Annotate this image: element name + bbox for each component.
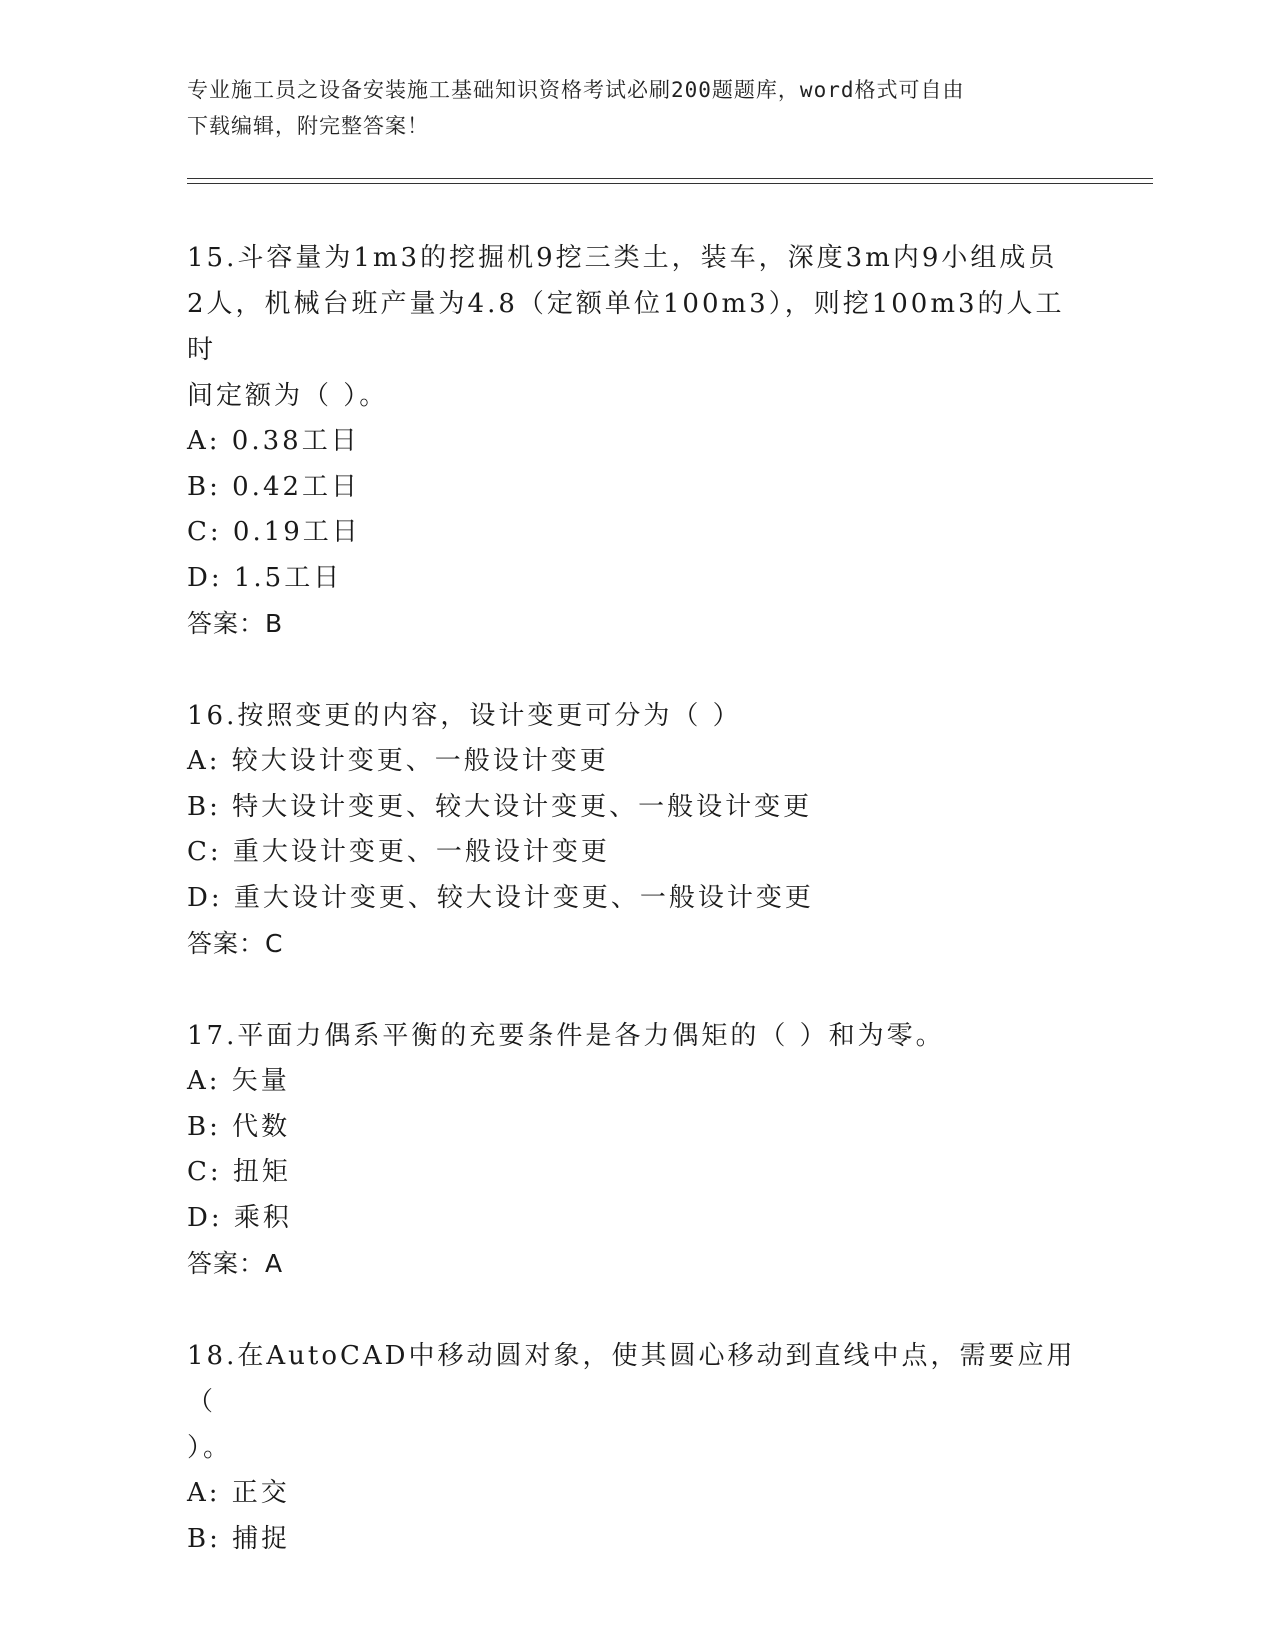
question-17-answer: 答案：A	[187, 1249, 284, 1278]
question-16-option-c: C: 重大设计变更、一般设计变更	[187, 837, 610, 867]
header-divider-top	[187, 178, 1153, 179]
header-divider-bottom	[187, 183, 1153, 184]
question-18-option-a: A: 正交	[187, 1478, 290, 1508]
question-15-answer: 答案：B	[187, 609, 284, 638]
question-18-line-1: 18.在AutoCAD中移动圆对象，使其圆心移动到直线中点，需要应用（	[187, 1341, 1076, 1417]
question-15-line-1: 15.斗容量为1m3的挖掘机9挖三类土，装车，深度3m内9小组成员	[187, 243, 1058, 273]
question-15-line-2: 2人，机械台班产量为4.8（定额单位100m3），则挖100m3的人工时	[187, 289, 1065, 365]
question-18-option-b: B: 捕捉	[187, 1523, 291, 1554]
question-17-option-a: A: 矢量	[187, 1066, 290, 1096]
question-17-text	[187, 1013, 1087, 1059]
question-18	[187, 1333, 1087, 1562]
header-title-line-2: 下载编辑，附完整答案！	[187, 114, 429, 138]
question-15-option-d: D: 1.5工日	[187, 562, 343, 593]
question-17-line-1: 17.平面力偶系平衡的充要条件是各力偶矩的（ ）和为零。	[187, 1021, 945, 1051]
question-16-option-d: D: 重大设计变更、较大设计变更、一般设计变更	[187, 882, 814, 913]
question-17-option-c: C: 扭矩	[187, 1157, 291, 1187]
question-list	[187, 235, 1087, 1608]
question-18-text	[187, 1333, 1087, 1471]
question-17-option-b: B: 代数	[187, 1111, 291, 1142]
question-15-line-3: 间定额为（ ）。	[187, 381, 389, 411]
question-15-option-b: B: 0.42工日	[187, 471, 361, 502]
document-header	[187, 72, 1067, 144]
question-15-option-a: A: 0.38工日	[187, 426, 360, 456]
question-18-line-2: ）。	[187, 1433, 233, 1463]
question-16	[187, 693, 1087, 967]
question-15-text	[187, 235, 1087, 419]
question-15-option-c: C: 0.19工日	[187, 517, 361, 547]
question-16-answer: 答案：C	[187, 929, 284, 958]
question-15	[187, 235, 1087, 647]
question-17	[187, 1013, 1087, 1287]
question-16-text	[187, 693, 1087, 739]
question-16-option-b: B: 特大设计变更、较大设计变更、一般设计变更	[187, 791, 813, 822]
question-16-line-1: 16.按照变更的内容，设计变更可分为（ ）	[187, 701, 742, 731]
question-17-option-d: D: 乘积	[187, 1202, 292, 1233]
header-title-line-1: 专业施工员之设备安装施工基础知识资格考试必刷200题题库，word格式可自由	[187, 78, 965, 102]
question-16-option-a: A: 较大设计变更、一般设计变更	[187, 746, 609, 776]
